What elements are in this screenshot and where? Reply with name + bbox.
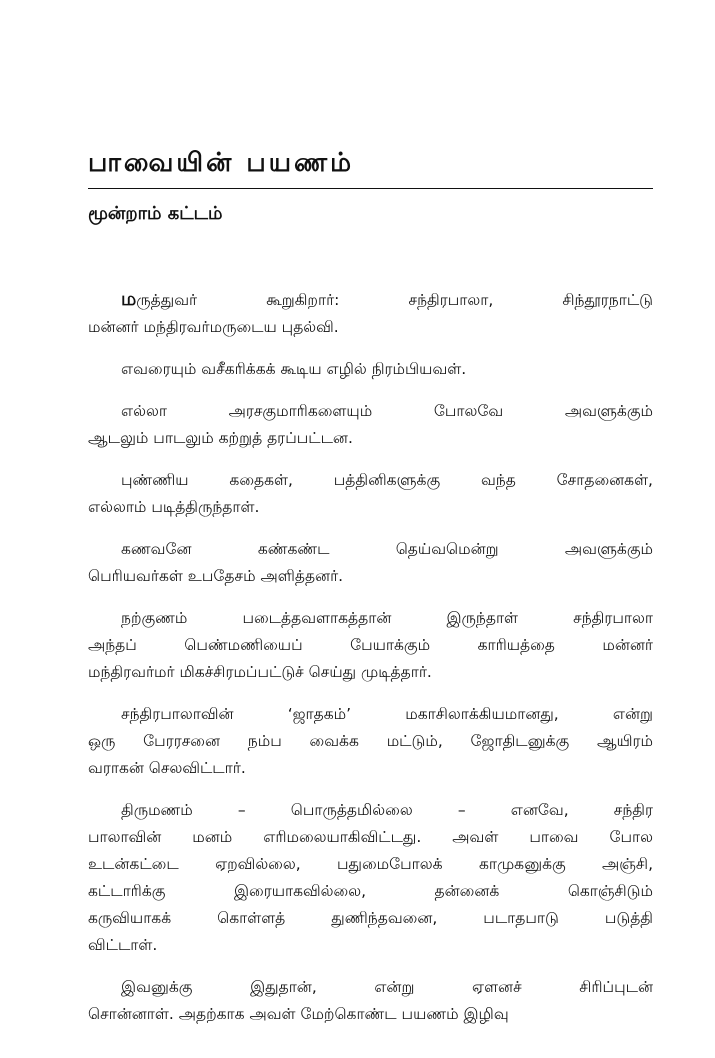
paragraph xyxy=(88,701,653,782)
paragraph xyxy=(88,356,653,383)
text-line xyxy=(88,728,653,755)
text-line xyxy=(88,605,653,632)
line-text: ருத்துவர் கூறுகிறார்: சந்திரபாலா, சிந்தூரநாட்டு xyxy=(136,291,653,309)
line-text: நற்குணம் படைத்தவளாகத்தான் இருந்தாள் சந்திரபாலா xyxy=(121,609,653,627)
text-line xyxy=(88,356,653,383)
line-text: சொன்னாள். அதற்காக அவள் மேற்கொண்ட பயணம் இழிவு xyxy=(88,1005,509,1023)
line-text: கட்டாரிக்கு இரையாகவில்லை, தன்னைக் கொஞ்சிடும் xyxy=(88,882,653,900)
text-line xyxy=(88,659,653,686)
line-text: சந்திரபாலாவின் ‘ஜாதகம்’ மகாசிலாக்கியமானது, என்று xyxy=(121,705,653,723)
line-text: புண்ணிய கதைகள், பத்தினிகளுக்கு வந்த சோதனைகள், xyxy=(121,471,653,489)
line-text: உடன்கட்டை ஏறவில்லை, பதுமைபோலக் காமுகனுக்கு அஞ்சி, xyxy=(88,855,653,873)
text-line xyxy=(88,824,653,851)
line-text: விட்டாள். xyxy=(88,936,158,954)
text-line xyxy=(88,1001,653,1028)
page-title: பாவையின் பயணம் xyxy=(88,148,355,178)
text-line xyxy=(88,701,653,728)
paragraph xyxy=(88,974,653,1028)
line-text: மந்திரவர்மர் மிகச்சிரமப்பட்டுச் செய்து முடித்தார். xyxy=(88,663,432,681)
line-text: கணவனே கண்கண்ட தெய்வமென்று அவளுக்கும் xyxy=(121,540,653,558)
line-text: அந்தப் பெண்மணியைப் பேயாக்கும் காரியத்தை மன்னர் xyxy=(88,636,653,654)
line-text: ஆடலும் பாடலும் கற்றுத் தரப்பட்டன. xyxy=(88,429,353,447)
line-text: வராகன் செலவிட்டார். xyxy=(88,759,246,777)
line-text: திருமணம் – பொருத்தமில்லை – எனவே, சந்திர xyxy=(121,801,653,819)
paragraph xyxy=(88,286,653,341)
text-line xyxy=(88,563,653,590)
dropcap-letter: ம xyxy=(121,288,137,310)
text-line xyxy=(88,851,653,878)
line-text: கருவியாகக் கொள்ளத் துணிந்தவனை, படாதபாடு படுத்தி xyxy=(88,909,653,927)
line-text: இவனுக்கு இதுதான், என்று ஏளனச் சிரிப்புடன் xyxy=(121,978,653,996)
line-text: எல்லா அரசகுமாரிகளையும் போலவே அவளுக்கும் xyxy=(121,402,653,420)
text-line xyxy=(88,797,653,824)
text-line xyxy=(88,905,653,932)
text-line xyxy=(88,425,653,452)
text-line xyxy=(88,314,653,341)
text-line xyxy=(88,494,653,521)
text-line xyxy=(88,467,653,494)
line-text: மன்னர் மந்திரவர்மருடைய புதல்வி. xyxy=(88,318,339,336)
text-line xyxy=(88,398,653,425)
chapter-subtitle: மூன்றாம் கட்டம் xyxy=(88,203,223,224)
paragraph xyxy=(88,398,653,452)
text-line xyxy=(88,286,653,314)
body-text xyxy=(88,286,653,1043)
text-line xyxy=(88,536,653,563)
title-underline xyxy=(88,188,653,189)
paragraph xyxy=(88,797,653,959)
line-text: எல்லாம் படித்திருந்தாள். xyxy=(88,498,260,516)
line-text: பாலாவின் மனம் எரிமலையாகிவிட்டது. அவள் பாவை போல xyxy=(88,828,653,846)
paragraph xyxy=(88,536,653,590)
text-line xyxy=(88,878,653,905)
text-line xyxy=(88,755,653,782)
line-text: பெரியவர்கள் உபதேசம் அளித்தனர். xyxy=(88,567,344,585)
paragraph xyxy=(88,467,653,521)
text-line xyxy=(88,632,653,659)
document-page xyxy=(88,0,653,1058)
paragraph xyxy=(88,605,653,686)
line-text: எவரையும் வசீகரிக்கக் கூடிய எழில் நிரம்பியவள். xyxy=(121,360,467,378)
text-line xyxy=(88,932,653,959)
line-text: ஒரு பேரரசனை நம்ப வைக்க மட்டும், ஜோதிடனுக்கு ஆயிரம் xyxy=(88,732,653,750)
text-line xyxy=(88,974,653,1001)
